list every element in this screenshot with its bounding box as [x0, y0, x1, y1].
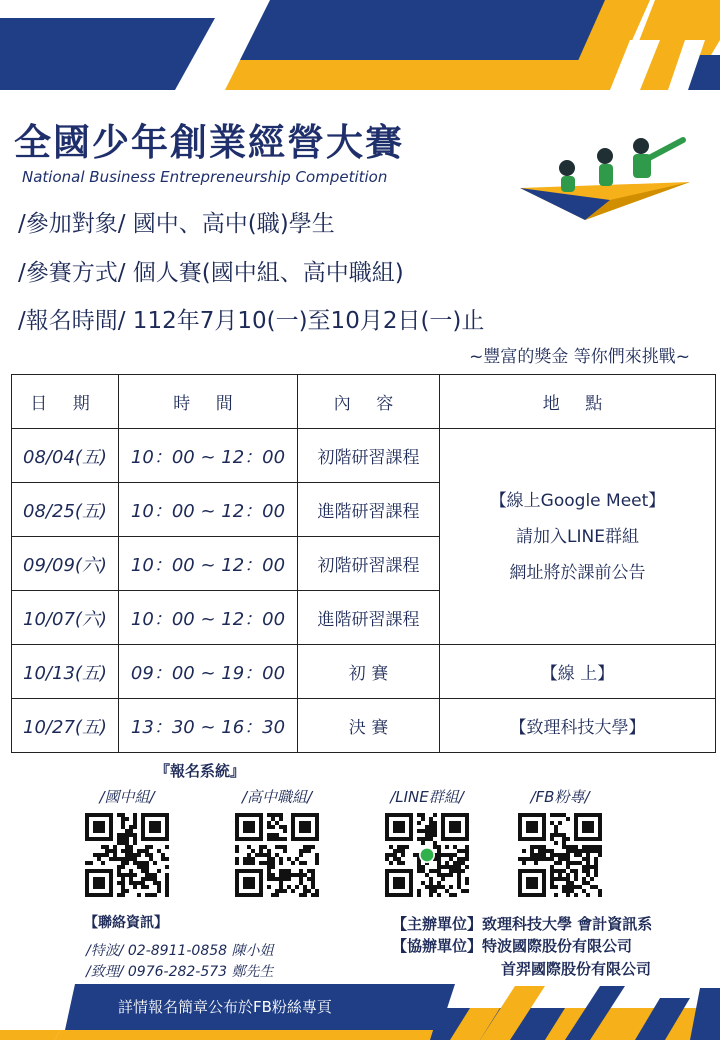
row-content: 決 賽	[298, 699, 440, 753]
row-content: 初階研習課程	[298, 429, 440, 483]
row-time: 10：00 ~ 12：00	[119, 429, 298, 483]
eligibility-line: /參加對象/ 國中、高中(職)學生	[18, 211, 335, 237]
row-date: 08/04(五)	[12, 429, 119, 483]
online-location-cell	[440, 429, 716, 645]
header-date: 日 期	[12, 375, 119, 429]
online-location-line: 【線上Google Meet】	[489, 490, 666, 511]
qr-code-icon[interactable]	[85, 813, 169, 897]
online-location-line: 請加入LINE群組	[516, 526, 639, 547]
host-organizer	[392, 913, 652, 934]
qr-code-icon[interactable]	[385, 813, 469, 897]
registration-period-line: /報名時間/ 112年7月10(一)至10月2日(一)止	[18, 308, 485, 334]
co-label: 【協辦單位】	[392, 937, 483, 955]
row-content: 進階研習課程	[298, 483, 440, 537]
row-location: 【致理科技大學】	[440, 699, 716, 753]
qr-line-group[interactable]	[368, 786, 486, 901]
contact-line: /致理/ 0976-282-573 鄭先生	[86, 964, 274, 980]
row-content: 初階研習課程	[298, 537, 440, 591]
co-organizer-2: 首羿國際股份有限公司	[501, 960, 652, 978]
competition-subtitle: National Business Entrepreneurship Competition	[22, 168, 388, 186]
schedule-table	[11, 374, 716, 753]
top-stripe-banner	[0, 0, 720, 100]
row-date: 10/13(五)	[12, 645, 119, 699]
header-content: 內 容	[298, 375, 440, 429]
paper-plane-illustration	[515, 130, 695, 222]
host-label: 【主辦單位】	[392, 915, 483, 933]
row-date: 09/09(六)	[12, 537, 119, 591]
format-line: /參賽方式/ 個人賽(國中組、高中職組)	[18, 260, 404, 286]
row-date: 10/07(六)	[12, 591, 119, 645]
qr-code-icon[interactable]	[235, 813, 319, 897]
qr-label: /高中職組/	[241, 788, 313, 806]
host-name: 致理科技大學 會計資訊系	[482, 915, 653, 933]
row-date: 10/27(五)	[12, 699, 119, 753]
co-organizer	[392, 935, 632, 956]
row-content: 初 賽	[298, 645, 440, 699]
row-content: 進階研習課程	[298, 591, 440, 645]
row-date: 08/25(五)	[12, 483, 119, 537]
contact-line: /特波/ 02-8911-0858 陳小姐	[86, 943, 274, 959]
qr-label: /LINE群組/	[390, 788, 464, 806]
row-time: 10：00 ~ 12：00	[119, 591, 298, 645]
online-location-line: 網址將於課前公告	[509, 562, 646, 583]
contact-heading: 【聯絡資訊】	[84, 915, 168, 931]
footer-note: 詳情報名簡章公布於FB粉絲專頁	[118, 998, 332, 1016]
header-location: 地 點	[440, 375, 716, 429]
qr-code-icon[interactable]	[518, 813, 602, 897]
registration-system-title: 『報名系統』	[155, 762, 246, 780]
table-row	[12, 429, 716, 483]
table-header-row	[12, 375, 716, 429]
row-time: 09：00 ~ 19：00	[119, 645, 298, 699]
qr-label: /FB粉專/	[530, 788, 590, 806]
table-row	[12, 699, 716, 753]
prize-tagline: ~豐富的獎金 等你們來挑戰~	[469, 347, 690, 367]
qr-senior-high[interactable]	[218, 786, 336, 901]
row-location: 【線 上】	[440, 645, 716, 699]
qr-fb-page[interactable]	[505, 786, 615, 901]
qr-junior-high[interactable]	[72, 786, 182, 901]
header-time: 時 間	[119, 375, 298, 429]
qr-label: /國中組/	[99, 788, 155, 806]
bottom-stripe-banner	[0, 978, 720, 1040]
row-time: 13：30 ~ 16：30	[119, 699, 298, 753]
table-row	[12, 645, 716, 699]
competition-title: 全國少年創業經營大賽	[14, 120, 404, 164]
row-time: 10：00 ~ 12：00	[119, 537, 298, 591]
co-name: 特波國際股份有限公司	[482, 937, 633, 955]
row-time: 10：00 ~ 12：00	[119, 483, 298, 537]
